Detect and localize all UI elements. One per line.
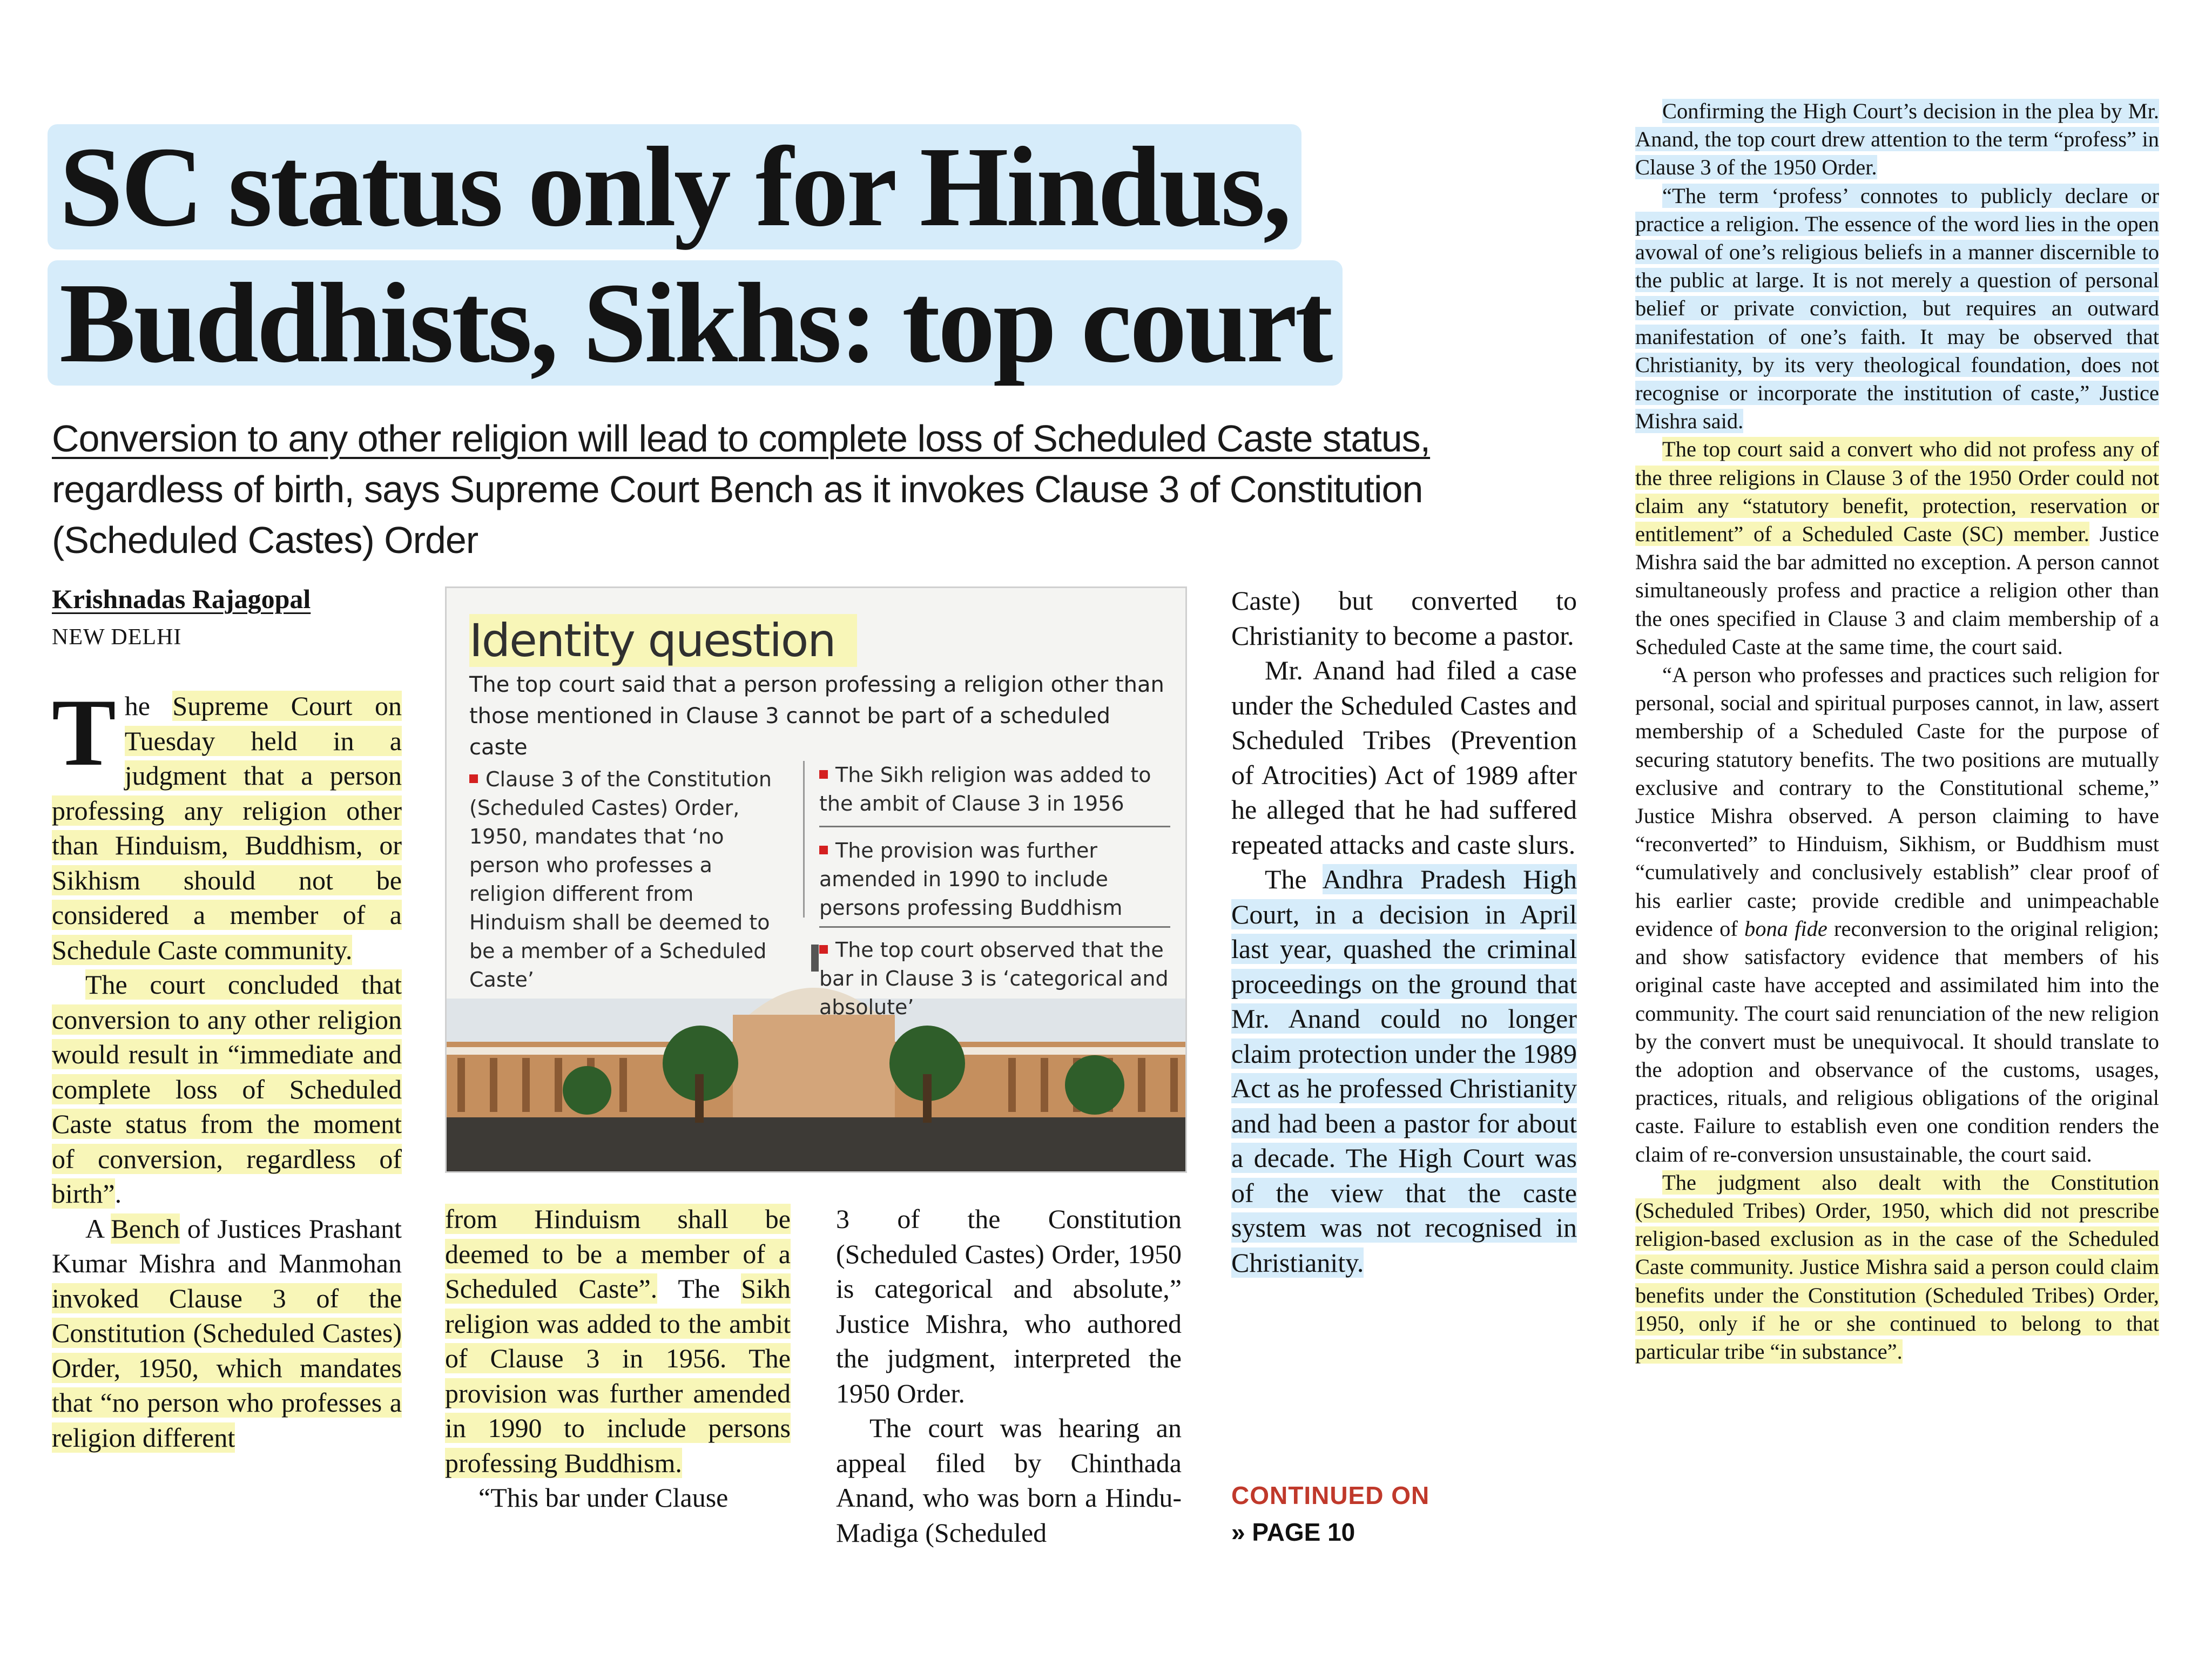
highlighted-text: Supreme Court on Tuesday held in a judgment that a person professing any religion other than Hinduism, Buddhism, or Sikhism should not be considered a member of a Schedule Caste community. (52, 691, 402, 965)
divider (819, 826, 1170, 827)
bullet-text: Clause 3 of the Constitution (Scheduled Castes) Order, 1950, mandates that ‘no person who professes a religion different from Hinduism shall be deemed to be a member of a Scheduled Caste’ (469, 767, 772, 992)
infographic-bullet-1 (469, 765, 772, 994)
deck-underlined: Conversion to any other religion will lead to complete loss of Scheduled Caste status, (52, 417, 1431, 460)
bullet-text: The Sikh religion was added to the ambit of Clause 3 in 1956 (819, 763, 1151, 815)
paragraph (1635, 661, 2159, 1169)
text-run: he (124, 691, 173, 721)
highlighted-text: Bench (111, 1213, 180, 1244)
continued-on-link[interactable] (1231, 1481, 1429, 1547)
paragraph (1635, 435, 2159, 661)
highlighted-text: Andhra Pradesh High Court, in a decision in April last year, quashed the criminal proceedings on the ground that Mr. Anand could no longer claim protection under the 1989 Act as he professed Christianity and had been a pastor for about a decade. The High Court was of the view that the caste system was not recognised in Christianity. (1231, 864, 1577, 1278)
infographic-title: Identity question (469, 614, 857, 667)
deck-rest: regardless of birth, says Supreme Court Bench as it invokes Clause 3 of Constitution (Scheduled Castes) Order (52, 468, 1423, 561)
drop-cap: T (52, 679, 116, 786)
infographic-subtitle: The top court said that a person professing a religion other than those mentioned in Clause 3 cannot be part of a scheduled caste (469, 672, 1164, 760)
body-column-3 (836, 1202, 1182, 1550)
highlighted-text: Sikh religion was added to the ambit of Clause 3 in 1956. The provision was further amended in 1990 to include persons professing Buddhism. (445, 1273, 791, 1478)
highlighted-text: The judgment also dealt with the Constitution (Scheduled Tribes) Order, 1950, which did not prescribe religion-based exclusion as in the case of the Scheduled Caste community. Justice Mishra said a person could claim benefits under the Constitution (Scheduled Tribes) Order, 1950, only if he or she continued to belong to that particular tribe “in substance”. (1635, 1170, 2159, 1364)
byline (52, 583, 397, 650)
text-run: . (114, 1178, 122, 1209)
highlighted-text: invoked Clause 3 of the Constitution (Scheduled Castes) Order, 1950, which mandates that “no person who professes a religion different (52, 1283, 402, 1453)
bullet-square-icon (469, 774, 478, 783)
text-run: Justice Mishra said the bar admitted no exception. A person cannot simultaneously profess and practice a religion other than the ones specified in Clause 3 and claim membership of a Scheduled Caste at the same time, the court said. (1635, 522, 2160, 659)
body-column-4 (1231, 583, 1577, 1280)
infographic-bullet-4 (819, 936, 1170, 1022)
headline (48, 124, 1603, 396)
highlighted-text: The top court said a convert who did not profess any of the three religions in Clause 3 of the 1950 Order could not claim any “statutory benefit, protection, reservation or entitlement” of a Scheduled Caste (SC) member. (1635, 437, 2159, 547)
dateline: NEW DELHI (52, 625, 182, 650)
bullet-square-icon (819, 945, 828, 954)
headline-line-1: SC status only for Hindus, (48, 124, 1301, 249)
paragraph (52, 679, 402, 967)
paragraph: Caste) but converted to Christianity to become a pastor. (1231, 585, 1577, 651)
paragraph (52, 1211, 402, 1455)
infographic (445, 586, 1187, 1173)
italic-text: bona fide (1744, 916, 1827, 941)
deck (52, 413, 1586, 565)
paragraph (1231, 862, 1577, 1280)
text-run: “A person who professes and practices such religion for personal, social and spiritual purposes cannot, in law, assert membership of a Scheduled Caste for the purpose of securing statutory benefits. The two positions are mutually exclusive and contrary to the Constitutional scheme,” Justice Mishra observed. A person claiming to have “reconverted” to Hinduism, Sikhism, or Buddhism must “cumulatively and conclusively establish” clear proof of his earlier caste; provide credible and unimpeachable evidence of (1635, 663, 2159, 941)
bullet-square-icon (819, 846, 828, 854)
body-column-2 (445, 1202, 791, 1515)
continued-page: » PAGE 10 (1231, 1518, 1355, 1546)
paragraph (1635, 182, 2159, 436)
paragraph: 3 of the Constitution (Scheduled Castes) Order, 1950 is categorical and absolute,” Justice Mishra, who authored the judgment, interpreted the 1950 Order. (836, 1204, 1182, 1408)
body-column-5 (1635, 97, 2159, 1366)
paragraph: “This bar under Clause (478, 1482, 729, 1513)
paragraph (1635, 97, 2159, 182)
highlighted-text: from Hinduism shall be deemed to be a member of a Scheduled Caste”. (445, 1204, 791, 1304)
bullet-text: The provision was further amended in 1990 to include persons professing Buddhism (819, 839, 1123, 920)
highlighted-text: Confirming the High Court’s decision in the plea by Mr. Anand, the top court drew attention to the term “profess” in Clause 3 of the 1950 Order. (1635, 99, 2159, 180)
body-column-1 (52, 679, 402, 1455)
text-run: of Justices Prashant Kumar Mishra and Manmohan (52, 1213, 402, 1278)
highlighted-text: The court concluded that conversion to any other religion would result in “immediate and complete loss of Scheduled Caste status from the moment of conversion, regardless of birth” (52, 969, 402, 1209)
headline-line-2: Buddhists, Sikhs: top court (48, 260, 1343, 386)
author-name: Krishnadas Rajagopal (52, 584, 311, 614)
text-run: A (85, 1213, 111, 1244)
text-run: The (1265, 864, 1323, 894)
continued-label: CONTINUED ON (1231, 1481, 1430, 1509)
paragraph (1635, 1169, 2159, 1366)
paragraph: The court was hearing an appeal filed by Chinthada Anand, who was born a Hindu-Madiga (Scheduled (836, 1413, 1182, 1548)
text-run: reconversion to the original religion; and show satisfactory evidence that members of his original caste have accepted and assimilated him into the community. The court said renunciation of the new religion by the convert must be unequivocal. It should translate to the adoption and observance of the customs, usages, practices, rituals, and religious obligations of the original caste. Failure to establish even one condition renders the claim of re-conversion unsustainable, the court said. (1635, 916, 2159, 1166)
infographic-bullet-3 (819, 837, 1170, 922)
bullet-square-icon (819, 770, 828, 779)
paragraph (52, 967, 402, 1211)
divider (803, 761, 805, 918)
divider (819, 926, 1170, 928)
infographic-bullet-2 (819, 761, 1170, 818)
highlighted-text: “The term ‘profess’ connotes to publicly declare or practice a religion. The essence of the word lies in the open avowal of one’s religious beliefs in a manner discernible to the public at large. It is not merely a question of personal belief or private conviction, but requires an outward manifestation of one’s faith. It may be observed that Christianity, by its very theological foundation, does not recognise or incorporate the institution of caste,” Justice Mishra said. (1635, 183, 2159, 434)
text-run: The (657, 1273, 741, 1304)
paragraph: Mr. Anand had filed a case under the Scheduled Castes and Scheduled Tribes (Prevention of Atrocities) Act of 1989 after he alleged that he had suffered repeated attacks and caste slurs. (1231, 655, 1577, 860)
bullet-text: The top court observed that the bar in Clause 3 is ‘categorical and absolute’ (819, 938, 1169, 1019)
paragraph (445, 1202, 791, 1480)
